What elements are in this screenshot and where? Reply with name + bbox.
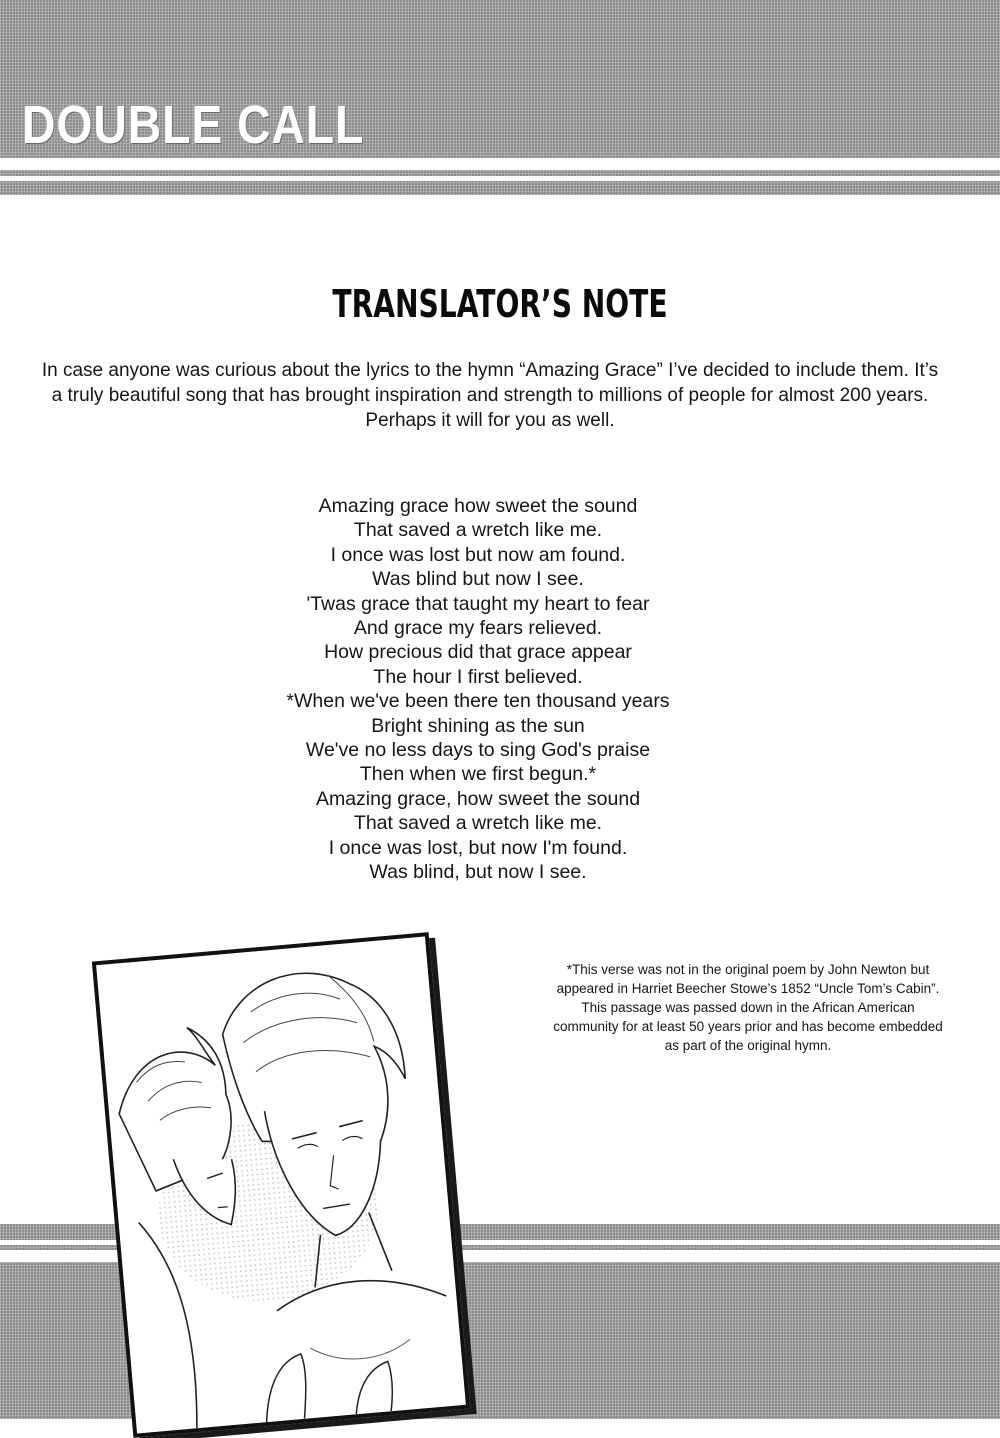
note-heading: TRANSLATOR’S NOTE [332, 282, 668, 326]
manga-illustration [92, 932, 470, 1438]
footnote: *This verse was not in the original poem by John Newton but appeared in Harriet Beecher Stowe’s 1852 “Uncle Tom’s Cabin”. This passage was passed down in the African American community for at least 50 years prior and has become embedded as part of the original hymn. [553, 962, 943, 1053]
lyric-line: I once was lost but now am found. [330, 543, 626, 566]
series-title: DOUBLE CALL [22, 95, 365, 155]
lyric-line: *When we've been there ten thousand years [286, 690, 670, 713]
header-rule-thick [0, 158, 1000, 170]
lyric-line: We've no less days to sing God's praise [305, 739, 651, 762]
lyric-line: Then when we first begun.* [359, 763, 597, 786]
lyrics-list [200, 494, 756, 885]
header-rule-thin [0, 176, 1000, 181]
lyric-line: How precious did that grace appear [324, 641, 632, 664]
lyric-line: I once was lost, but now I'm found. [328, 836, 628, 859]
note-intro: In case anyone was curious about the lyrics to the hymn “Amazing Grace” I’ve decided to include them. It’s a truly beautiful song that has brought inspiration and strength to millions of people for almost 200 years. Perhaps it will for you as well. [41, 360, 939, 431]
lyric-line: Bright shining as the sun [371, 714, 585, 737]
lyric-line: 'Twas grace that taught my heart to fear [306, 592, 650, 615]
lyric-line: Amazing grace how sweet the sound [318, 495, 638, 517]
lyric-line: That saved a wretch like me. [353, 519, 603, 542]
lyric-line: Amazing grace, how sweet the sound [315, 787, 641, 810]
lyric-line: Was blind, but now I see. [369, 861, 587, 884]
lyric-line: That saved a wretch like me. [353, 812, 603, 835]
lyric-line: Was blind but now I see. [372, 568, 584, 591]
lyric-line: And grace my fears relieved. [353, 617, 603, 640]
lyric-line: The hour I first believed. [373, 665, 583, 688]
illustration-drawing [96, 937, 466, 1434]
